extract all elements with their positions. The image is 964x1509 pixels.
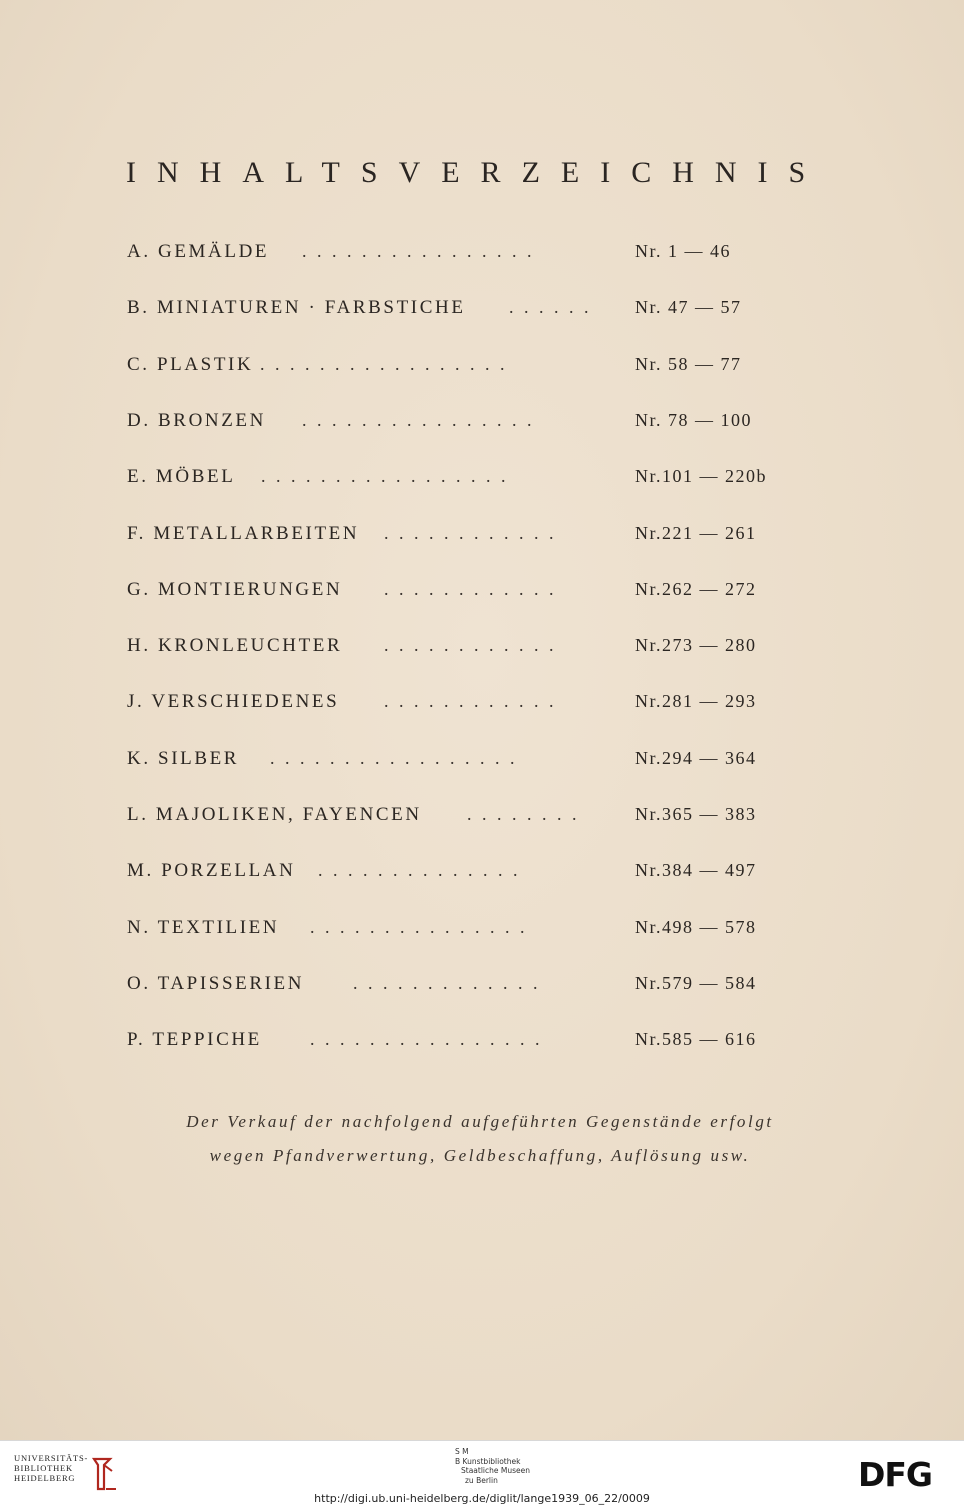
- toc-entry: [127, 354, 767, 384]
- toc-entry: [127, 410, 767, 440]
- toc-entry: [127, 748, 767, 778]
- library-emblem-icon: [90, 1455, 118, 1493]
- toc-entry-label: O. TAPISSERIEN: [127, 972, 305, 994]
- toc-entry: [127, 579, 767, 609]
- library-name-line-3: HEIDELBERG: [14, 1473, 76, 1483]
- stamp-line-4: zu Berlin: [465, 1475, 498, 1485]
- toc-entry: [127, 1029, 767, 1059]
- toc-entry-label: E. MÖBEL: [127, 466, 236, 488]
- toc-entry: [127, 804, 767, 834]
- toc-entry-range: Nr.221 — 261: [635, 522, 757, 543]
- stamp-line-1: S M: [455, 1447, 469, 1456]
- toc-entry-range: Nr. 58 — 77: [635, 353, 742, 374]
- toc-leader-dots: . . . . . . . . . . . . . . . .: [302, 409, 535, 430]
- toc-entry-range: Nr.585 — 616: [635, 1029, 757, 1050]
- toc-leader-dots: . . . . . . . . . . . .: [384, 578, 557, 599]
- toc-entry-range: Nr. 47 — 57: [635, 297, 742, 318]
- toc-entry-range: Nr.294 — 364: [635, 747, 757, 768]
- toc-entry-range: Nr.498 — 578: [635, 916, 757, 937]
- toc-leader-dots: . . . . . . . . . . . . . .: [318, 860, 521, 881]
- note-line-2: wegen Pfandverwertung, Geldbeschaffung, Auflösung usw.: [209, 1146, 751, 1165]
- toc-leader-dots: . . . . . . . . . . . .: [384, 522, 557, 543]
- toc-entry: [127, 691, 767, 721]
- toc-leader-dots: . . . . . . . . . . . .: [384, 635, 557, 656]
- toc-leader-dots: . . . . . . . . . . . . . . . . .: [270, 747, 518, 768]
- toc-leader-dots: . . . . . . . . . . . . . . . .: [310, 1029, 543, 1050]
- toc-leader-dots: . . . . . . . . . . . . .: [353, 972, 541, 993]
- toc-leader-dots: . . . . . .: [509, 297, 592, 318]
- footer-bar: [0, 1440, 964, 1509]
- toc-entry-range: Nr.281 — 293: [635, 691, 757, 712]
- toc-entry: [127, 860, 767, 890]
- toc-entry: [127, 241, 767, 271]
- toc-entry-label: L. MAJOLIKEN, FAYENCEN: [127, 804, 422, 825]
- university-library-logo[interactable]: [14, 1453, 124, 1493]
- toc-entry-label: F. METALLARBEITEN: [127, 522, 360, 544]
- toc-entry: [127, 523, 767, 553]
- toc-entry-label: D. BRONZEN: [127, 409, 266, 431]
- toc-leader-dots: . . . . . . . . . . . . . . . .: [302, 241, 535, 261]
- toc-leader-dots: . . . . . . . . . . . .: [384, 691, 557, 712]
- dfg-logo[interactable]: DFG: [858, 1455, 933, 1494]
- toc-entry: [127, 635, 767, 665]
- toc-entry-label: P. TEPPICHE: [127, 1029, 262, 1051]
- toc-entry-label: G. MONTIERUNGEN: [127, 578, 343, 600]
- stamp-line-3: Staatliche Museen: [461, 1466, 530, 1475]
- stamp-line-2: B Kunstbibliothek: [455, 1456, 521, 1466]
- toc-leader-dots: . . . . . . . . . . . . . . . . .: [260, 353, 508, 374]
- toc-entry-label: C. PLASTIK: [127, 353, 254, 375]
- toc-entry-label: K. SILBER: [127, 747, 240, 769]
- toc-entry-range: Nr. 1 — 46: [635, 241, 731, 261]
- toc-entry-label: N. TEXTILIEN: [127, 916, 280, 938]
- toc-entry-label: H. KRONLEUCHTER: [127, 635, 343, 657]
- page-title: INHALTSVERZEICHNIS: [126, 156, 827, 189]
- toc-entry: [127, 917, 767, 947]
- toc-entry: [127, 973, 767, 1003]
- toc-leader-dots: . . . . . . . .: [467, 804, 580, 824]
- toc-entry: [127, 297, 767, 327]
- toc-entry-range: Nr. 78 — 100: [635, 409, 752, 430]
- toc-entry-range: Nr.273 — 280: [635, 635, 757, 656]
- note-line-1: Der Verkauf der nachfolgend aufgeführten Gegenstände erfolgt: [186, 1112, 774, 1131]
- toc-entry: [127, 466, 767, 496]
- toc-leader-dots: . . . . . . . . . . . . . . .: [310, 916, 528, 937]
- toc-entry-label: J. VERSCHIEDENES: [127, 691, 340, 713]
- toc-entry-label: A. GEMÄLDE: [127, 241, 270, 262]
- permalink-url[interactable]: http://digi.ub.uni-heidelberg.de/diglit/lange1939_06_22/0009: [314, 1492, 650, 1505]
- toc-entry-range: Nr.579 — 584: [635, 972, 757, 993]
- library-name-line-2: BIBLIOTHEK: [14, 1463, 73, 1473]
- toc-entry-range: Nr.384 — 497: [635, 860, 757, 881]
- toc-entry-range: Nr.262 — 272: [635, 578, 757, 599]
- toc-entry-range: Nr.365 — 383: [635, 804, 757, 824]
- toc-entry-label: M. PORZELLAN: [127, 860, 296, 882]
- library-name-line-1: UNIVERSITÄTS-: [14, 1453, 89, 1463]
- toc-entry-label: B. MINIATUREN · FARBSTICHE: [127, 297, 466, 319]
- toc-leader-dots: . . . . . . . . . . . . . . . . .: [261, 466, 509, 487]
- museum-stamp: [455, 1447, 530, 1485]
- toc-entry-range: Nr.101 — 220b: [635, 466, 767, 487]
